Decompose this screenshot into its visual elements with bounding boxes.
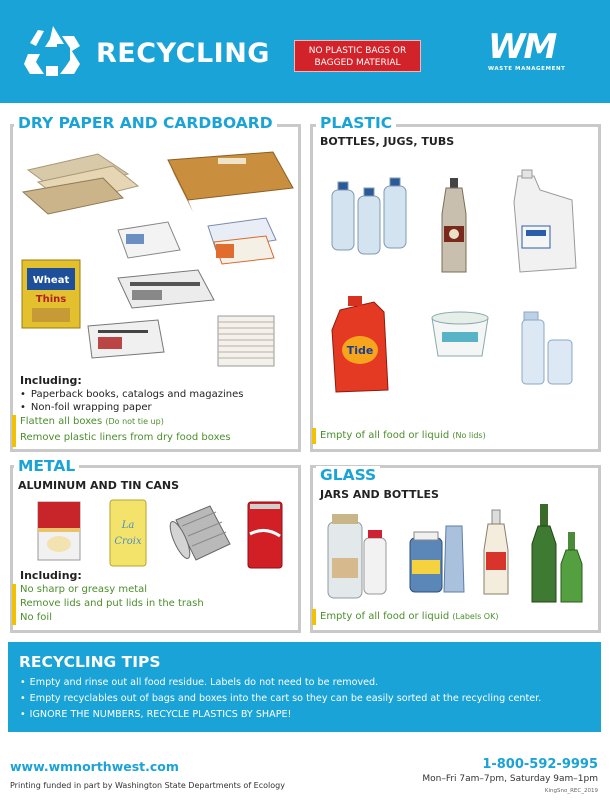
wine-bottles-icon	[532, 504, 582, 602]
paper-note-2: Remove plastic liners from dry food boxes	[20, 432, 231, 443]
plastic-subtitle: BOTTLES, JUGS, TUBS	[320, 135, 455, 148]
metal-note-3: No foil	[20, 612, 52, 623]
pickle-jar-icon	[410, 532, 442, 592]
metal-cans-illustration	[30, 498, 290, 578]
glass-title: GLASS	[316, 466, 380, 484]
svg-text:Croix: Croix	[114, 536, 142, 547]
paper-including-label: Including:	[20, 374, 82, 387]
office-hours: Mon–Fri 7am–7pm, Saturday 9am–1pm	[422, 774, 598, 784]
svg-text:Tide: Tide	[346, 344, 374, 357]
header-banner	[0, 0, 610, 103]
metal-subtitle: ALUMINUM AND TIN CANS	[18, 479, 180, 492]
plastic-note-marker	[312, 428, 316, 444]
magazines-icon	[118, 218, 276, 264]
folded-newspaper-icon	[88, 320, 164, 358]
badge-line-1: NO PLASTIC BAGS OR	[308, 46, 407, 56]
tips-list	[20, 675, 541, 723]
wm-logo	[488, 27, 584, 74]
page-title: RECYCLING	[96, 38, 270, 69]
badge-line-2: BAGGED MATERIAL	[314, 58, 401, 68]
plastic-illustration	[318, 160, 596, 405]
detergent-jug-icon	[332, 296, 388, 392]
plastic-tub-icon	[432, 312, 488, 356]
cereal-box-icon	[22, 260, 80, 328]
glass-note	[320, 611, 498, 622]
metal-note-1: No sharp or greasy metal	[20, 584, 148, 595]
metal-title: METAL	[14, 457, 79, 475]
cardboard-stack-icon	[23, 154, 138, 214]
wm-logo-letters: WM	[488, 27, 556, 67]
list-item: • Empty recyclables out of bags and boxes into the cart so they can be easily sorted at the recycling center.	[20, 691, 541, 707]
list-item: • Paperback books, catalogs and magazines	[20, 388, 243, 401]
list-item: • Non-foil wrapping paper	[20, 401, 243, 414]
plastic-title: PLASTIC	[316, 114, 396, 132]
recycle-icon	[22, 22, 84, 82]
glass-note-small: (Labels OK)	[452, 612, 499, 621]
paper-title: DRY PAPER AND CARDBOARD	[14, 114, 277, 132]
tin-can-icon	[166, 506, 230, 561]
sauce-bottle-icon	[484, 510, 508, 594]
glass-note-marker	[312, 609, 316, 625]
recycling-tips-band	[8, 642, 601, 732]
metal-note-marker	[12, 584, 16, 625]
paper-cardboard-illustration	[18, 140, 298, 370]
wm-logo-subtitle: WASTE MANAGEMENT	[488, 66, 566, 72]
soda-can-icon	[248, 502, 282, 568]
soup-can-icon	[38, 502, 80, 560]
paper-note-1	[20, 416, 164, 427]
list-item: • IGNORE THE NUMBERS, RECYCLE PLASTICS BY SHAPE!	[20, 707, 541, 723]
glass-jars-icon	[328, 514, 386, 598]
sparkling-water-can-icon	[110, 500, 146, 566]
glass-illustration	[318, 502, 596, 607]
shipping-box-icon	[168, 152, 293, 212]
plastic-note-small: (No lids)	[452, 431, 486, 440]
paper-stack-icon	[218, 316, 274, 366]
water-bottles-icon	[332, 178, 406, 254]
metal-note-2: Remove lids and put lids in the trash	[20, 598, 204, 609]
newspaper-icon	[118, 270, 214, 308]
paper-note-1-small: (Do not tie up)	[105, 417, 164, 426]
funding-note: Printing funded in part by Washington State Departments of Ecology	[10, 781, 285, 790]
svg-text:Wheat: Wheat	[32, 275, 70, 286]
plastic-note	[320, 430, 486, 441]
blue-bottle-icon	[444, 526, 464, 592]
tips-title: RECYCLING TIPS	[19, 653, 161, 671]
website-link[interactable]: www.wmnorthwest.com	[10, 759, 179, 774]
document-code: KingSno_REC_2019	[544, 788, 598, 794]
list-item: • Empty and rinse out all food residue. Labels do not need to be removed.	[20, 675, 541, 691]
paper-items-list	[20, 388, 243, 414]
clear-containers-icon	[522, 312, 572, 384]
svg-text:La: La	[121, 520, 135, 531]
soda-bottle-icon	[442, 178, 466, 272]
glass-note-text: Empty of all food or liquid	[320, 611, 450, 622]
phone-number[interactable]: 1-800-592-9995	[482, 757, 598, 772]
paper-note-1-text: Flatten all boxes	[20, 416, 103, 427]
plastic-note-text: Empty of all food or liquid	[320, 430, 450, 441]
paper-note-marker	[12, 415, 16, 447]
milk-jug-icon	[514, 170, 576, 272]
glass-subtitle: JARS AND BOTTLES	[320, 488, 439, 501]
metal-including-label: Including:	[20, 569, 82, 582]
svg-text:Thins: Thins	[35, 294, 67, 305]
no-bags-badge	[294, 40, 421, 72]
